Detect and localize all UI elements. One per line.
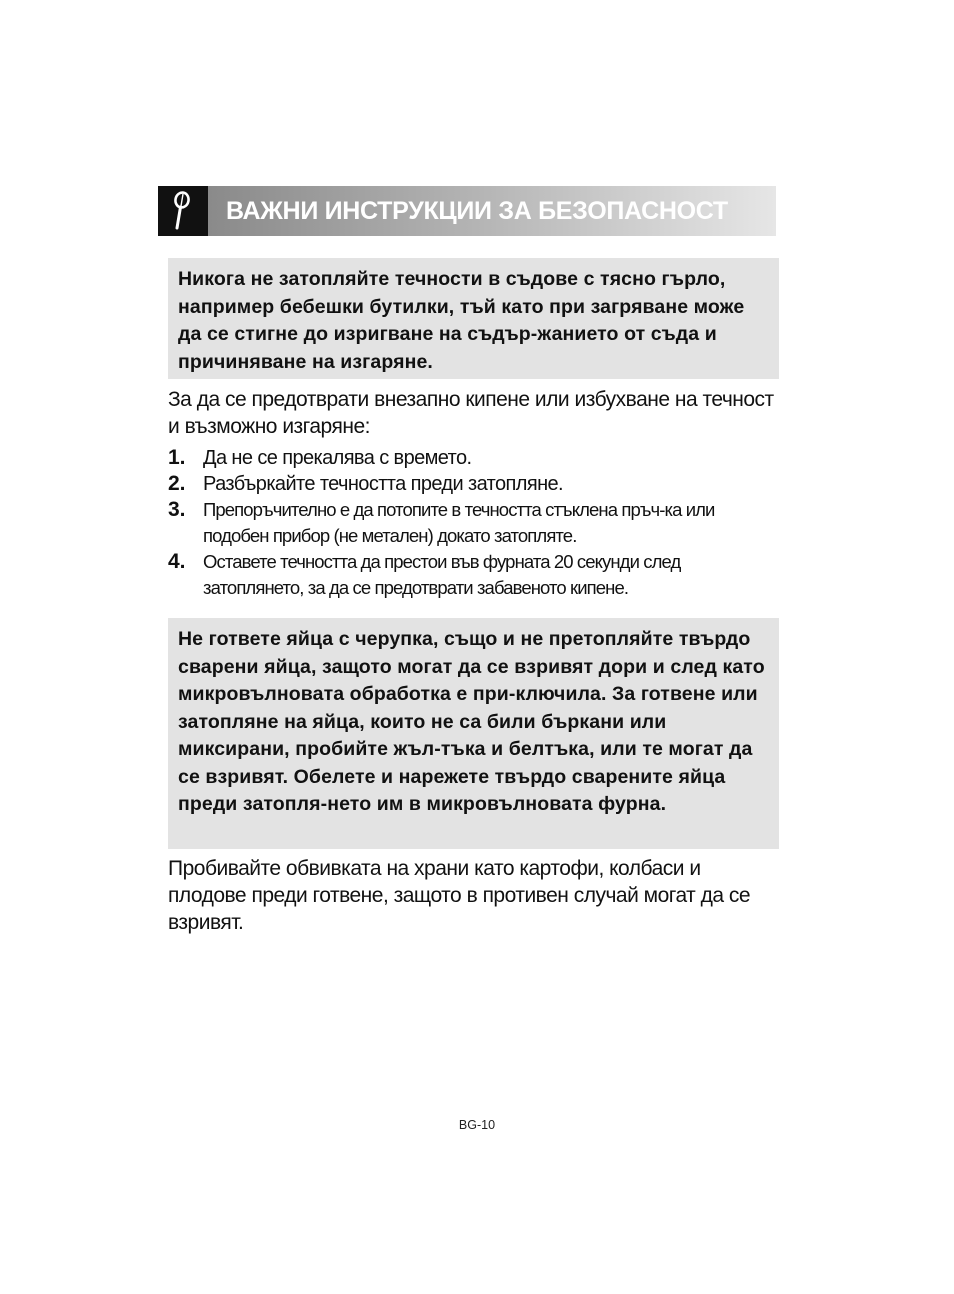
caution-spoon-icon	[158, 186, 208, 236]
steps-list	[168, 445, 780, 601]
step-number: 2.	[168, 472, 186, 495]
section-header	[158, 186, 776, 236]
step-text: Разбъркайте течността преди затопляне.	[203, 473, 563, 495]
list-item	[168, 497, 780, 549]
list-item	[168, 471, 780, 497]
header-bar	[208, 186, 776, 236]
page-title: ВАЖНИ ИНСТРУКЦИИ ЗА БЕЗОПАСНОСТ	[226, 196, 728, 225]
page-number: BG-10	[458, 1118, 496, 1132]
intro-paragraph: За да се предотврати внезапно кипене или избухване на течност и възможно изгаряне:	[168, 388, 774, 438]
step-number: 1.	[168, 446, 186, 469]
closing-paragraph: Пробивайте обвивката на храни като картофи, колбаси и плодове преди готвене, защото в противен случай могат да се взривят.	[168, 857, 751, 934]
step-text: Препоръчително е да потопите в течността стъклена пръч-ка или подобен прибор (не метален) докато затопляте.	[203, 499, 715, 546]
step-number: 4.	[168, 550, 186, 573]
step-number: 3.	[168, 498, 186, 521]
warning-box-bottles: Никога не затопляйте течности в съдове с тясно гърло, например бебешки бутилки, тъй като при загряване може да се стигне до изригване на съдър-жанието от съда и причиняване на изгаряне.	[168, 258, 779, 379]
warning-box-eggs: Не гответе яйца с черупка, също и не претопляйте твърдо сварени яйца, защото могат да се взривят дори и след като микровълновата обработка е при-ключила. За готвене или затопляне на яйца, които не са били бъркани или миксирани, пробийте жъл-тъка и белтъка, или те могат да се взривят. Обелете и нарежете твърдо сварените яйца преди затопля-нето им в микровълновата фурна.	[168, 618, 779, 849]
step-text: Оставете течността да престои във фурната 20 секунди след затоплянето, за да се предотврати забавеното кипене.	[203, 551, 681, 598]
list-item	[168, 445, 780, 471]
list-item	[168, 549, 780, 601]
step-text: Да не се прекалява с времето.	[203, 447, 472, 469]
